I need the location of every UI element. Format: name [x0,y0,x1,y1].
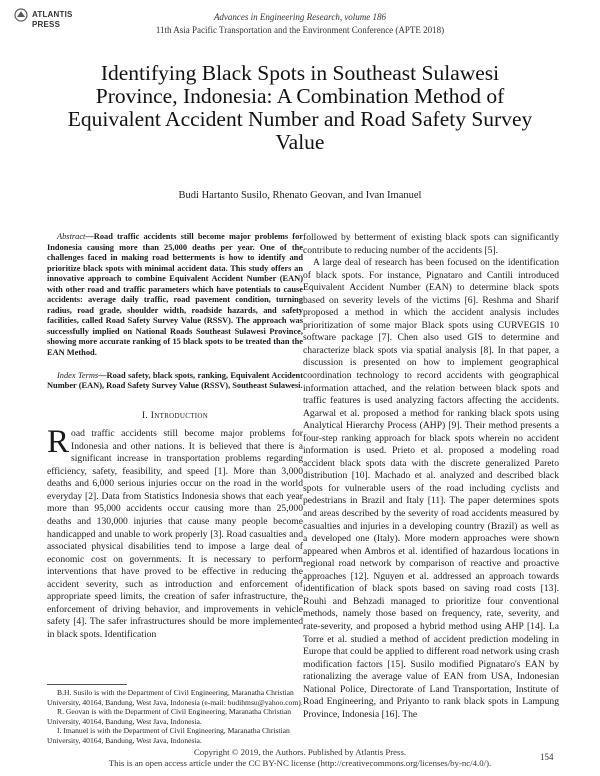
right-paragraph-1: followed by betterment of existing black spots can significantly contribute to reducing number of the accidents [5]. [303,232,559,256]
right-paragraph-2: A large deal of research has been focused on the identification of black spots. For instance, Pignataro and Cantili introduced Equivalent Accident Number (EAN) to determine black spots based on severity levels of the victims [6]. Reshma and Sharif proposed a method in which the accident analysis includes prioritization of some major Black spots using CURVEGIS 10 software package [7]. Chen also used GIS to determine and characterize black spots via spatial analysis [8]. In that paper, a discussion is presented on how to implement geographical coordination technology to record accidents with geographical information attached, and the relation between black spots and traffic features is used analyzing factors affecting the accidents. Agarwal et al. proposed a method for ranking black spots using Analytical Hierarchy Process (AHP) [9]. Their method presents a four-step ranking approach for black spots wherein no accident information is used. Prieto et al. proposed a modeling road accident black spots data with the discrete generalized Pareto distribution [10]. Machado et al. analyzed and described black spots for vulnerable users of the road including cyclists and pedestrians in Brazil and Italy [11]. The paper determines spots and areas described by the severity of road accidents measured by casualties and injuries in a developing country (Brazil) as well as a developed one (Italy). More modern approaches were shown appeared when Ambros et al. identified of hazardous locations in regional road network by comparison of reactive and proactive approaches [12]. Nguyen et al. addressed an approach towards identification of black spots based on saving road costs [13]. Rouhi and Behzadi managed to prioritize four conventional methods, namely those based on frequency, rate, severity, and rate-severity, and proposed a hybrid method using AHP [14]. La Torre et al. studied a method of accident prediction modeling in Europe that could be applied to different road network using crash modification factors [15]. Susilo modified Pignataro's EAN by rationalizing the average value of EAN from USA, Indonesian National Police, Directorate of Land Transportation, Institute of Road Engineering, and Priyanto to rank black spots in Lampung Province, Indonesia [16]. The [303,257,559,720]
abstract-label: Abstract [57,232,86,241]
paper-title: Identifying Black Spots in Southeast Sulawesi Province, Indonesia: A Combination Method of Equivalent Accident Number and Road Safety Survey Value [67,61,533,154]
footnote-susilo: B.H. Susilo is with the Department of Civil Engineering, Maranatha Christian University, 40164, Bandung, West Java, Indonesia (e-mail: budihmsu@yahoo.com). [47,688,303,707]
abstract-text: —Road traffic accidents still become major problems for Indonesia causing more than 25,000 deaths per year. One of the challenges faced in making road betterments is how to identify and prioritize black spots with minimal accident data. This study offers an innovative approach to combine Equivalent Accident Number (EAN) with other road and traffic parameters which have potentials to cause accidents: average daily traffic, road pavement condition, turning radius, road grade, shoulder width, roadside hazards, and safety facilities, called Road Safety Survey Value (RSSV). The approach was successfully implied on National Roads Southeast Sulawesi Province, showing more accurate ranking of 15 black spots to be treated than the EAN Method. [47,232,303,358]
author-footnotes [47,688,303,746]
section-heading-rest: ntroduction [154,409,209,421]
intro-text: oad traffic accidents still become major problems for Indonesia and other nations. It is believed that there is a significant increase in transportation problems regarding efficiency, safety, feasibility, and speed [1]. More than 3,000 deaths and 6,000 serious injuries occur on the road in the world everyday [2]. Data from Statistics Indonesia shows that each year more than 95,000 accidents occur causing more than 25,000 deaths and 130,000 injuries that cause many people become handicapped and unable to work properly [3]. Road casualties and associated physical disabilities tend to impose a large deal of economic cost on governments. It is necessary to perform interventions that have proved to be effective in reducing the accident severity, such as introduction and enforcement of appropriate speed limits, the creation of safer infrastructure, the enforcement of driving behavior, and improvements in vehicle safety [4]. The safer infrastructures should be more implemented in black spots. Identification [47,428,303,640]
index-terms-text: —Road safety, black spots, ranking, Equivalent Accident Number (EAN), Road Safety Survey Value (RSSV), Southeast Sulawesi. [47,370,303,391]
drop-cap: R [47,424,70,461]
footnote-geovan: R. Geovan is with the Department of Civil Engineering, Maranatha Christian University, 40164, Bandung, West Java, Indonesia. [47,707,292,726]
section-heading-introduction [47,410,303,423]
copyright-notice: Copyright © 2019, the Authors. Published by Atlantis Press. [193,747,407,757]
abstract [47,232,303,359]
footnote-divider [47,684,127,685]
index-terms [47,371,303,392]
footnote-imanuel: I. Imanuel is with the Department of Civil Engineering, Maranatha Christian University, 40164, Bandung, West Java, Indonesia. [47,726,290,745]
right-column [303,232,559,721]
conference-name: 11th Asia Pacific Transportation and the Environment Conference (APTE 2018) [155,25,445,35]
author-list: Budi Hartanto Susilo, Rhenato Geovan, and Ivan Imanuel [178,190,422,201]
page-number: 154 [540,752,554,762]
logo-line-1: ATLANTIS [32,10,73,19]
left-column [47,232,303,642]
section-heading-first-letter: I [150,409,155,421]
intro-paragraph [47,424,303,641]
section-numeral: I. [141,409,149,421]
index-terms-label: Index Terms [57,370,99,380]
logo-line-2: PRESS [32,20,61,29]
journal-name: Advances in Engineering Research, volume 186 [213,12,387,22]
license-notice: This is an open access article under the CC BY-NC license (http://creativecommons.org/licenses/by-nc/4.0/). [108,758,492,768]
